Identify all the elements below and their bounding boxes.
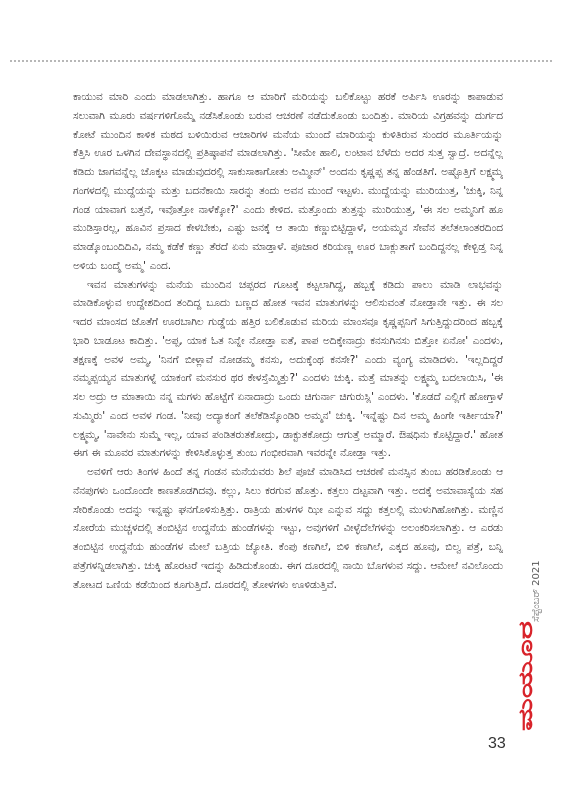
- article-paragraph: ಕಾಯುವ ಮಾರಿ ಎಂದು ಮಾಡಲಾಗಿತ್ತು. ಹಾಗೂ ಆ ಮಾರಿಗೆ ಮರಿಯನ್ನು ಬಲಿಕೊಟ್ಟು ಹರಕೆ ಅರ್ಪಿಸಿ ಊರನ್ನು ಕಾಪಾಡುವ ಸಲುವಾಗಿ ಮೂರು ವರ್ಷಗಳಿಗೊಮ್ಮೆ ನಡೆಸಿಕೊಂಡು ಬರುವ ಆಚರಣೆ ನಡೆದುಕೊಂಡು ಬಂದಿತ್ತು. ಮಾರಿಯ ವಿಗ್ರಹವನ್ನು ದುರ್ಗದ ಕೋಟೆ ಮುಂದಿನ ಕಾಳಿಕ ಮಠದ ಬಳಿಯಿರುವ ಆಚಾರಿಗಳ ಮನೆಯ ಮುಂದೆ ಮಾರಿಯನ್ನು ಕುಳಿತಿರುವ ಸುಂದರ ಮೂರ್ತಿಯನ್ನು ಕೆತ್ತಿಸಿ ಊರ ಒಳಗಿನ ದೇವಸ್ಥಾನದಲ್ಲಿ ಪ್ರತಿಷ್ಠಾಪನೆ ಮಾಡಲಾಗಿತ್ತು. 'ಸೀಮೇ ಹಾಲಿ, ಲಂಟಾನ ಬೆಳೆದು ಅದರ ಸುತ್ತ ಸ್ವಾದ್ರೆ. ಅದನ್ನೆಲ್ಲ ಕಡಿದು ಜಾಗವನ್ನೆಲ್ಲ ಚೊಕ್ಕಟ ಮಾಡುವುದರಲ್ಲಿ ಸಾಕುಸಾಕಾಗೋತು ಅಮ್ಮೀನ್' ಅಂದನು ಕೃಷ್ಣಪ್ಪ ತನ್ನ ಹೆಂಡತಿಗೆ. ಅಷ್ಟೊತ್ತಿಗೆ ಲಕ್ಷ್ಮಮ್ಮ ಗಂಗಳದಲ್ಲಿ ಮುದ್ದೆಯನ್ನು ಮತ್ತು ಬದನೆಕಾಯಿ ಸಾರನ್ನು ತಂದು ಅವನ ಮುಂದೆ ಇಟ್ಟಳು. ಮುದ್ದೆಯನ್ನು ಮುರಿಯುತ್ತ, 'ಚುಕ್ಕಿ, ನಿನ್ನ ಗಂಡ ಯಾವಾಗ ಬತ್ತನೆ, ಇವೊತ್ತೋ ನಾಳೆಕ್ಕೋ?' ಎಂದು ಕೇಳಿದ. ಮತ್ತೊಂದು ತುತ್ತನ್ನು ಮುರಿಯುತ್ತ, 'ಈ ಸಲ ಅಮ್ಮನಿಗೆ ಹೂ ಮುಡಿಸ್ತಾರಲ್ಲ, ಹೂವಿನ ಪ್ರಸಾದ ಕೇಳಬೇಕು, ಎಷ್ಟು ಜನಕ್ಕೆ ಆ ತಾಯಿ ಕಣ್ಣುಬಿಟ್ಟಿದ್ದಾಳೆ, ಅಯಮ್ಮನ ಸೇವೆನ ತಲೆತಲಾಂತರದಿಂದ ಮಾಡ್ಕೊಂಬಂದಿದಿವಿ, ನಮ್ಮ ಕಡೆಕೆ ಕಣ್ಣು ತೆರದೆ ಏನು ಮಾಡ್ತಾಳೆ. ಪೂಜಾರ ಕರಿಯಣ್ಣ ಊರ ಬಾಕ್ಲುತಾಗೆ ಬಂದಿದ್ದನಲ್ಲ ಕೇಳ್ಬಿಡ್ತ ನಿನ್ನ ಅಳಿಯ ಬಂದ್ಮೆ ಅಮ್ಮ' ಎಂದ.: [73, 91, 503, 272]
- top-dotted-rule: [10, 60, 552, 62]
- issue-date: ಸೆಪ್ಟೆಂಬರ್ 2021: [531, 560, 542, 622]
- article-paragraph: ಇವನ ಮಾತುಗಳನ್ನು ಮನೆಯ ಮುಂದಿನ ಚಪ್ಪರದ ಗೂಟಕ್ಕೆ ಕಟ್ಟಲಾಗಿದ್ದ, ಹಬ್ಬಕ್ಕೆ ಕಡಿದು ಪಾಲು ಮಾಡಿ ಲಾಭವನ್ನು ಮಾಡಿಕೊಳ್ಳುವ ಉದ್ದೇಶದಿಂದ ತಂದಿದ್ದ ಬೂದು ಬಣ್ಣದ ಹೋತ ಇವನ ಮಾತುಗಳನ್ನು ಆಲಿಸುವಂತೆ ನೋಡ್ತಾನೇ ಇತ್ತು. ಈ ಸಲ ಇದರ ಮಾಂಸದ ಜೊತೆಗೆ ಊರಬಾಗಿಲ ಗುಡ್ಡೆಯ ಹತ್ತಿರ ಬಲಿಕೊಡುವ ಮರಿಯ ಮಾಂಸವೂ ಕೃಷ್ಣಪ್ಪನಿಗೆ ಸಿಗುತ್ತಿದ್ದುದರಿಂದ ಹಬ್ಬಕ್ಕೆ ಭಾರಿ ಬಾಡೂಟ ಕಾದಿತ್ತು. 'ಅಪ್ಪ, ಯಾಕ ಓತ ನಿನ್ನೇ ನೋಡ್ತಾ ಐತೆ, ಪಾಪ ಅದಿಕ್ಕೇನಾದ್ರು ಕನಸುಗಿನಸು ಬಿತ್ತೋ ಏನೋ' ಎಂದಳು, ತಕ್ಷಣಕ್ಕೆ ಅವಳ ಅಮ್ಮ, 'ನಿನಗೆ ಬೀಳ್ಲಾವೆ ನೋಡಮ್ಮ ಕನಸು, ಅದುಕ್ಕೆಂಥ ಕನಸೇ?' ಎಂದು ವ್ಯಂಗ್ಯ ಮಾಡಿದಳು. 'ಇಲ್ಲದಿದ್ದರೆ ನಮ್ಮಪ್ಪಯ್ಯನ ಮಾತುಗಳ್ನೆ ಯಾಕಂಗೆ ಮನಸುರ ಥರ ಕೇಳಸ್ತೆಮ್ಮಿತ್ತು?' ಎಂದಳು ಚುಕ್ಕಿ. ಮತ್ತೆ ಮಾತನ್ನು ಲಕ್ಷ್ಮಮ್ಮ ಬದಲಾಯಿಸಿ, 'ಈ ಸಲ ಅದ್ರು ಆ ಮಾತಾಯಿ ನನ್ನ ಮಗಳು ಹೊಟ್ಟೆಗೆ ಏನಾದಾದ್ರು ಒಂದು ಚಿಗುರ್ನಾ ಚಿಗುರುಸ್ಲಿ' ಎಂದಳು. 'ಕೊಡದೆ ಎಲ್ಲಿಗೆ ಹೋಗ್ತಾಳೆ ಸುಮ್ಮಿರು' ಎಂದ ಅವಳ ಗಂಡ. 'ನೀವು ಅದ್ಯಾಕಂಗೆ ತಲೆಕೆಡಿಸ್ಕೊಂಡಿರಿ ಅಮ್ಮನ' ಚುಕ್ಕಿ. 'ಇನ್ನೆಷ್ಟು ದಿನ ಅಮ್ಮ ಹಿಂಗೇ ಇರ್ತೀಯಾ?' ಲಕ್ಷ್ಮಮ್ಮ, 'ನಾವೇನು ಸುಮ್ಮೆ ಇಲ್ಲ, ಯಾವ ಪಂಡಿತರುತಕೋದ್ರು, ಡಾಕ್ಟುತಕೋದ್ರು ಆಗುತ್ತೆ ಅಮ್ಮಾರೆ. ಔಷಧಿನು ಕೊಟ್ಟಿದ್ದಾರೆ.' ಹೋತ ಈಗ ಈ ಮೂವರ ಮಾತುಗಳನ್ನು ಕೇಳಿಸಿಕೊಳ್ಳುತ್ತ ತುಂಬ ಗಂಭೀರವಾಗಿ ಇವರನ್ನೇ ನೋಡ್ತಾ ಇತ್ತು.: [73, 278, 503, 460]
- magazine-side-strip: [510, 545, 556, 745]
- article-paragraph: ಅವಳಿಗೆ ಆರು ತಿಂಗಳ ಹಿಂದೆ ತನ್ನ ಗಂಡನ ಮನೆಯವರು ಶಿಲೆ ಪೂಜೆ ಮಾಡಿಸಿದ ಆಚರಣೆ ಮನಸ್ಸಿನ ತುಂಬ ಹರಡಿಕೊಂಡು ಆ ನೆನಪುಗಳು ಒಂದೊಂದೇ ಕಾಣತೊಡಗಿದವು. ಕಲ್ಲು, ಸಿಲು ಕರಗುವ ಹೊತ್ತು. ಕತ್ತಲು ದಟ್ಟವಾಗಿ ಇತ್ತು. ಅದಕ್ಕೆ ಅಮಾವಾಸ್ಯೆಯ ಸಹ ಸೇರಿಕೊಂಡು ಅದನ್ನು ಇನ್ನಷ್ಟು ಘನಗೊಳಿಸುತ್ತಿತ್ತು. ರಾತ್ರಿಯ ಹುಳಗಳ ಝೀ ಎನ್ನುವ ಸದ್ದು ಕತ್ತಲಲ್ಲಿ ಮುಳುಗಿಹೋಗಿತ್ತು. ಮಣ್ಣಿನ ಸೋರೆಯ ಮುಚ್ಚಳದಲ್ಲಿ ತಂಬಿಟ್ಟಿನ ಉದ್ದನೆಯ ಹುಂಡೆಗಳನ್ನು ಇಟ್ಟು, ಅವುಗಳಿಗೆ ವೀಳ್ಳೆದೆಲೆಗಳನ್ನು ಅಲಂಕರಿಸಲಾಗಿತ್ತು. ಆ ಎರಡು ತಂಬಿಟ್ಟಿನ ಉದ್ದನೆಯ ಹುಂಡೆಗಳ ಮೇಲೆ ಬತ್ತಿಯ ಜ್ಯೋತಿ. ಕೆಂಪು ಕಣಗಿಲೆ, ಬಿಳಿ ಕಣಗಿಲೆ, ಎಕ್ಕದ ಹೂವು, ಬಿಲ್ವ ಪತ್ರೆ, ಬನ್ನಿ ಪತ್ರೆಗಳನ್ನಿಡಲಾಗಿತ್ತು. ಚುಕ್ಕಿ ಹೊರಟರೆ ಇದನ್ನು ಹಿಡಿದುಕೊಂಡು. ಈಗ ದೂರದಲ್ಲಿ ನಾಯಿ ಬೊಗಳುವ ಸದ್ದು. ಆಮೇಲೆ ನವಿಲೊಂದು ತೋಟದ ಒಣಿಯ ಕಡೆಯಿಂದ ಕೂಗುತ್ತಿದೆ. ದೂರದಲ್ಲಿ ತೋಳಗಳು ಊಳಿಡುತ್ತಿವೆ.: [73, 466, 503, 591]
- page-number: 33: [488, 735, 506, 752]
- magazine-logo-text: ಮಯೂರ: [515, 670, 537, 731]
- article-body: [73, 88, 503, 728]
